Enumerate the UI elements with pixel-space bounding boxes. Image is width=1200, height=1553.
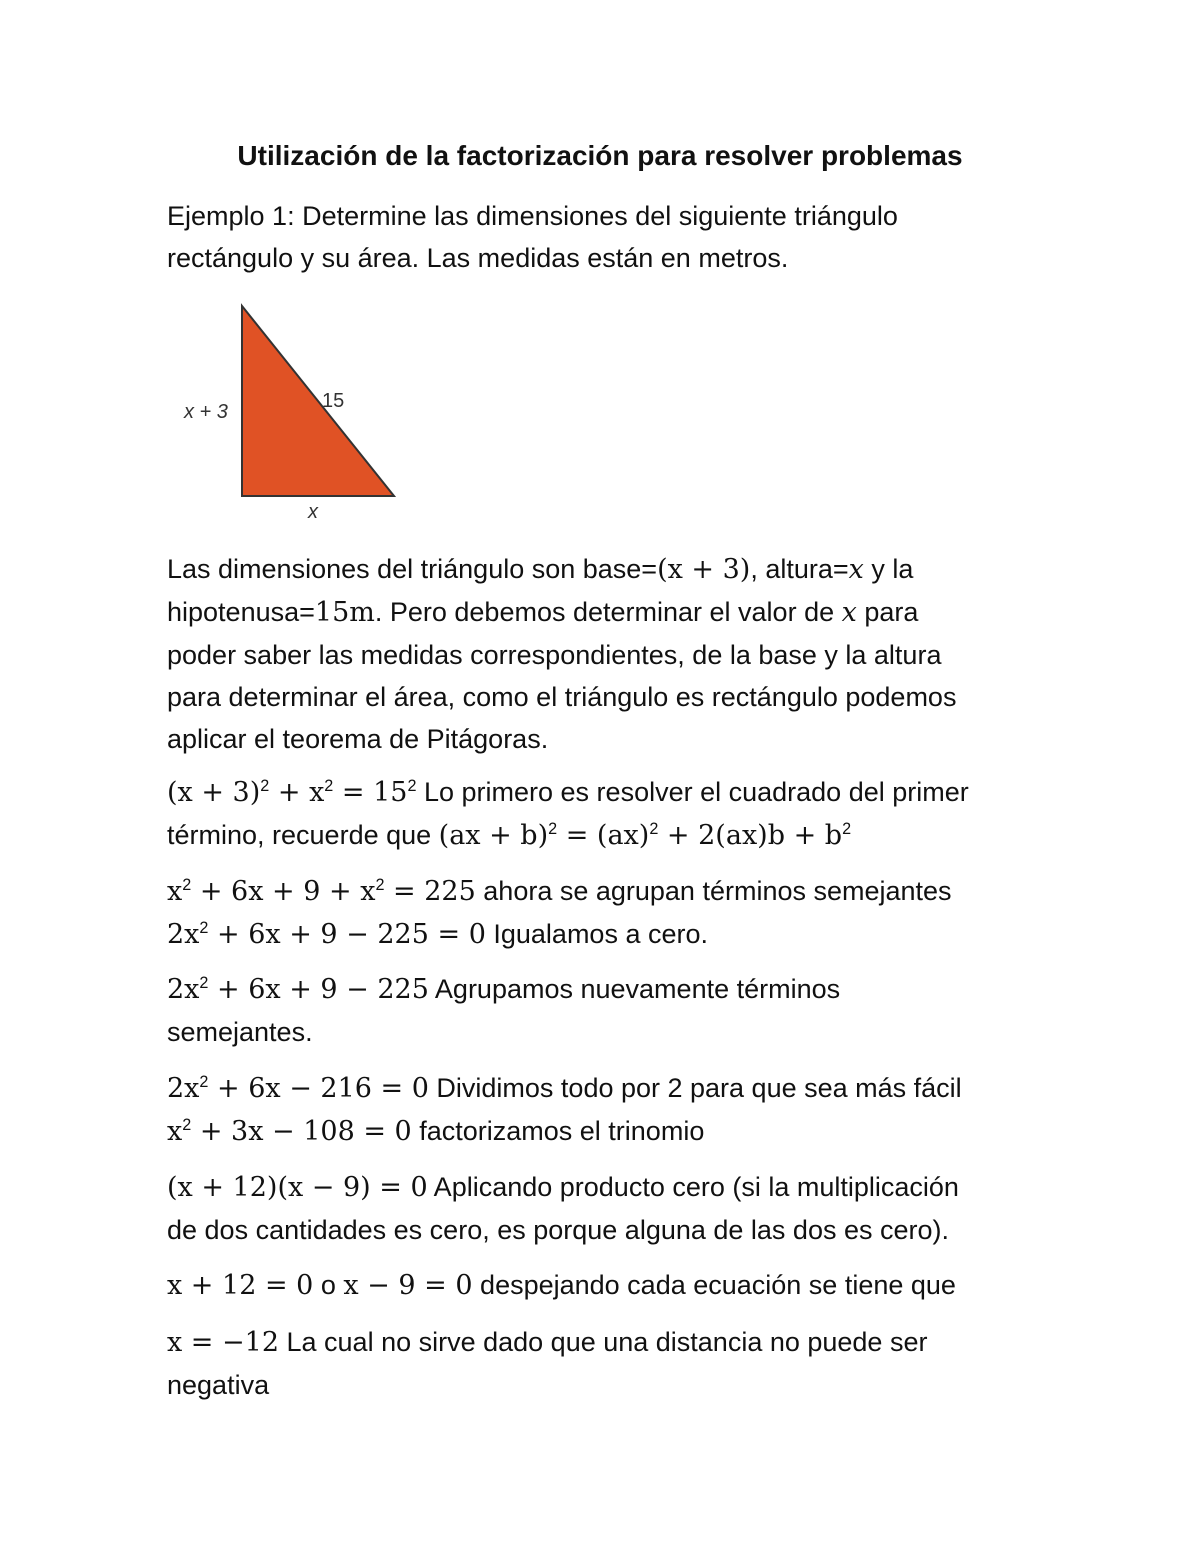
- intro-paragraph: [167, 195, 1047, 279]
- dimensions-paragraph: Las dimensiones del triángulo son base=(x + 3), altura=x y la hipotenusa=15m. Pero debemos determinar el valor de x para poder saber las medidas correspondientes, de la base y la altura para determinar el área, como el triángulo es rectángulo podemos aplicar el teorema de Pitágoras.: [167, 554, 957, 754]
- right-triangle-figure: [180, 300, 420, 530]
- label-side-left: x + 3: [184, 401, 228, 423]
- factored-equation: (x + 12)(x − 9) = 0 Aplicando producto cero (si la multiplicación de dos cantidades es cero, es porque alguna de las dos es cero).: [167, 1172, 959, 1245]
- zero-product-equations: x + 12 = 0 o x − 9 = 0 despejando cada ecuación se tiene que: [167, 1270, 956, 1301]
- page-title: Utilización de la factorización para resolver problemas: [237, 140, 963, 171]
- solution-paragraph: x = −12 La cual no sirve dado que una distancia no puede ser negativa: [167, 1327, 928, 1400]
- label-hypotenuse: 15: [322, 390, 345, 412]
- triangle-shape: [242, 306, 394, 496]
- label-base: x: [308, 501, 318, 523]
- pythagoras-equation: $(x + 3)^2 + x^2 = 15^2$ Lo primero es resolver el cuadrado del primer término, recuerde que $(ax + b)^2 = (ax)^2 + 2(ax)b + b^2$: [167, 777, 969, 851]
- expanded-equation: $x^2 + 6x + 9 + x^2 = 225$ ahora se agrupan términos semejantes $2x^2 + 6x + 9 - 225 = 0$ Igualamos a cero.: [167, 876, 952, 950]
- intro-line-2: rectángulo y su área. Las medidas están en metros.: [167, 243, 789, 273]
- simplified-equation: $2x^2 + 6x - 216 = 0$ Dividimos todo por 2 para que sea más fácil $x^2 + 3x - 108 = 0$ factorizamos el trinomio: [167, 1073, 962, 1147]
- group-terms-equation: $2x^2 + 6x + 9 - 225$ Agrupamos nuevamente términos semejantes.: [167, 974, 841, 1047]
- intro-line-1: Ejemplo 1: Determine las dimensiones del siguiente triángulo: [167, 201, 898, 231]
